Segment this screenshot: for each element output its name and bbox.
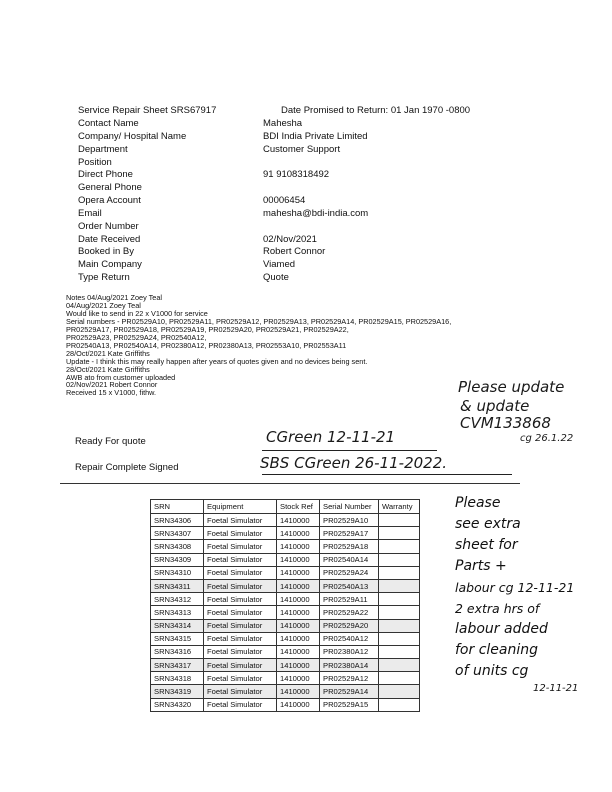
cell-srn: SRN34320 bbox=[151, 698, 204, 711]
complete-signature-line bbox=[262, 474, 512, 475]
table-row bbox=[151, 527, 420, 540]
cell-stock-ref: 1410000 bbox=[277, 632, 320, 645]
col-header-serial: Serial Number bbox=[320, 500, 379, 514]
cell-stock-ref: 1410000 bbox=[277, 698, 320, 711]
cell-warranty bbox=[379, 553, 420, 566]
cell-serial: PR02380A14 bbox=[320, 659, 379, 672]
cell-warranty bbox=[379, 514, 420, 527]
date-promised: Date Promised to Return: 01 Jan 1970 -0800 bbox=[281, 105, 471, 116]
note-line: 04/Aug/2021 Zoey Teal bbox=[66, 300, 141, 310]
field-label: Position bbox=[78, 156, 112, 168]
cell-equipment: Foetal Simulator bbox=[204, 540, 277, 553]
field-label: Date Received bbox=[78, 233, 141, 245]
ready-signature: CGreen 12-11-21 bbox=[266, 428, 396, 446]
field-label: Opera Account bbox=[78, 195, 141, 207]
cell-equipment: Foetal Simulator bbox=[204, 606, 277, 619]
cell-warranty bbox=[379, 672, 420, 685]
cell-serial: PR02529A22 bbox=[320, 606, 379, 619]
cell-srn: SRN34316 bbox=[151, 645, 204, 658]
cell-srn: SRN34319 bbox=[151, 685, 204, 698]
cell-equipment: Foetal Simulator bbox=[204, 527, 277, 540]
cell-serial: PR02380A12 bbox=[320, 645, 379, 658]
cell-warranty bbox=[379, 685, 420, 698]
cell-stock-ref: 1410000 bbox=[277, 659, 320, 672]
table-row bbox=[151, 672, 420, 685]
cell-stock-ref: 1410000 bbox=[277, 672, 320, 685]
cell-equipment: Foetal Simulator bbox=[204, 553, 277, 566]
col-header-warranty: Warranty bbox=[379, 500, 420, 514]
cell-warranty bbox=[379, 698, 420, 711]
field-label: Booked in By bbox=[78, 246, 134, 258]
cell-serial: PR02529A11 bbox=[320, 593, 379, 606]
handwritten-line: CVM133868 bbox=[460, 414, 551, 432]
cell-srn: SRN34310 bbox=[151, 566, 204, 579]
side-note-line: see extra bbox=[455, 516, 521, 532]
cell-serial: PR02529A24 bbox=[320, 566, 379, 579]
field-label: Department bbox=[78, 143, 128, 155]
note-line: PR02529A23, PR02529A24, PR02540A12, bbox=[66, 332, 207, 342]
field-value: Mahesha bbox=[263, 118, 303, 129]
cell-srn: SRN34314 bbox=[151, 619, 204, 632]
field-value: mahesha@bdi-india.com bbox=[263, 207, 369, 219]
side-note-line: sheet for bbox=[455, 537, 518, 553]
cell-equipment: Foetal Simulator bbox=[204, 619, 277, 632]
cell-srn: SRN34306 bbox=[151, 514, 204, 527]
ready-for-quote-label: Ready For quote bbox=[75, 436, 146, 447]
table-row bbox=[151, 514, 420, 527]
cell-equipment: Foetal Simulator bbox=[204, 593, 277, 606]
cell-equipment: Foetal Simulator bbox=[204, 685, 277, 698]
handwritten-line: cg 26.1.22 bbox=[520, 433, 574, 444]
cell-srn: SRN34307 bbox=[151, 527, 204, 540]
cell-stock-ref: 1410000 bbox=[277, 540, 320, 553]
cell-equipment: Foetal Simulator bbox=[204, 672, 277, 685]
table-row bbox=[151, 579, 420, 592]
note-line: 28/Oct/2021 Kate Griffiths bbox=[66, 364, 150, 374]
table-row bbox=[151, 606, 420, 619]
cell-serial: PR02529A10 bbox=[320, 514, 379, 527]
cell-serial: PR02529A12 bbox=[320, 672, 379, 685]
cell-warranty bbox=[379, 540, 420, 553]
cell-warranty bbox=[379, 593, 420, 606]
field-label: Order Number bbox=[78, 220, 139, 232]
field-label: Type Return bbox=[78, 272, 130, 284]
cell-serial: PR02540A12 bbox=[320, 632, 379, 645]
cell-warranty bbox=[379, 645, 420, 658]
cell-srn: SRN34312 bbox=[151, 593, 204, 606]
field-value: Quote bbox=[263, 272, 289, 284]
note-line: PR02540A13, PR02540A14, PR02380A12, PR02380A13, PR02553A10, PR02553A11 bbox=[66, 340, 347, 350]
cell-warranty bbox=[379, 566, 420, 579]
cell-srn: SRN34313 bbox=[151, 606, 204, 619]
table-row bbox=[151, 645, 420, 658]
cell-warranty bbox=[379, 632, 420, 645]
cell-srn: SRN34317 bbox=[151, 659, 204, 672]
note-line: Would like to send in 22 x V1000 for service bbox=[66, 308, 208, 318]
field-label: Company/ Hospital Name bbox=[78, 130, 187, 142]
cell-stock-ref: 1410000 bbox=[277, 514, 320, 527]
table-row bbox=[151, 593, 420, 606]
cell-serial: PR02540A13 bbox=[320, 579, 379, 592]
cell-stock-ref: 1410000 bbox=[277, 566, 320, 579]
cell-warranty bbox=[379, 579, 420, 592]
note-line: Notes 04/Aug/2021 Zoey Teal bbox=[66, 293, 163, 302]
cell-stock-ref: 1410000 bbox=[277, 606, 320, 619]
table-row bbox=[151, 632, 420, 645]
note-line: 28/Oct/2021 Kate Griffiths bbox=[66, 348, 150, 358]
cell-equipment: Foetal Simulator bbox=[204, 514, 277, 527]
table-row bbox=[151, 698, 420, 711]
field-label: Direct Phone bbox=[78, 169, 133, 181]
note-line: 02/Nov/2021 Robert Connor bbox=[66, 380, 158, 390]
field-value: 00006454 bbox=[263, 195, 306, 207]
cell-stock-ref: 1410000 bbox=[277, 619, 320, 632]
cell-equipment: Foetal Simulator bbox=[204, 659, 277, 672]
cell-equipment: Foetal Simulator bbox=[204, 698, 277, 711]
cell-srn: SRN34311 bbox=[151, 579, 204, 592]
handwritten-line: Please update bbox=[458, 378, 565, 396]
field-value: BDI India Private Limited bbox=[263, 130, 368, 142]
handwritten-line: & update bbox=[460, 397, 530, 415]
cell-serial: PR02529A17 bbox=[320, 527, 379, 540]
side-note-line: 2 extra hrs of bbox=[455, 601, 540, 616]
field-value: Customer Support bbox=[263, 143, 341, 155]
repair-complete-label: Repair Complete Signed bbox=[75, 462, 179, 473]
note-line: Received 15 x V1000, fithw. bbox=[66, 388, 157, 398]
col-header-equipment: Equipment bbox=[204, 500, 277, 514]
cell-warranty bbox=[379, 619, 420, 632]
col-header-srn: SRN bbox=[151, 500, 204, 514]
field-label: Main Company bbox=[78, 259, 142, 271]
cell-serial: PR02529A18 bbox=[320, 540, 379, 553]
cell-warranty bbox=[379, 527, 420, 540]
field-value: 91 9108318492 bbox=[263, 169, 330, 181]
note-line: Update - I think this may really happen after years of quotes given and no devices being sent. bbox=[66, 356, 368, 366]
cell-srn: SRN34309 bbox=[151, 553, 204, 566]
cell-stock-ref: 1410000 bbox=[277, 527, 320, 540]
cell-stock-ref: 1410000 bbox=[277, 593, 320, 606]
cell-stock-ref: 1410000 bbox=[277, 553, 320, 566]
section-divider bbox=[60, 483, 520, 484]
side-note-line: labour added bbox=[455, 621, 548, 637]
cell-equipment: Foetal Simulator bbox=[204, 632, 277, 645]
cell-equipment: Foetal Simulator bbox=[204, 566, 277, 579]
cell-equipment: Foetal Simulator bbox=[204, 579, 277, 592]
field-value: Robert Connor bbox=[263, 246, 326, 258]
field-value: 02/Nov/2021 bbox=[263, 233, 317, 245]
cell-warranty bbox=[379, 606, 420, 619]
side-note-line: of units cg bbox=[455, 663, 529, 679]
table-header-row bbox=[151, 500, 420, 514]
field-label: Contact Name bbox=[78, 118, 139, 129]
side-note-line: 12-11-21 bbox=[533, 683, 579, 694]
notes-block bbox=[66, 293, 452, 398]
cell-serial: PR02529A14 bbox=[320, 685, 379, 698]
table-row bbox=[151, 540, 420, 553]
cell-stock-ref: 1410000 bbox=[277, 579, 320, 592]
table-row bbox=[151, 685, 420, 698]
cell-serial: PR02529A15 bbox=[320, 698, 379, 711]
side-note-line: Please bbox=[455, 495, 501, 511]
note-line: AWB ato from customer uploaded bbox=[66, 372, 176, 382]
sheet-title: Service Repair Sheet SRS67917 bbox=[78, 105, 217, 116]
note-line: Serial numbers - PR02529A10, PR02529A11, PR02529A12, PR02529A13, PR02529A14, PR02529A15, PR02529A16, bbox=[66, 316, 452, 326]
cell-equipment: Foetal Simulator bbox=[204, 645, 277, 658]
table-row bbox=[151, 553, 420, 566]
cell-srn: SRN34318 bbox=[151, 672, 204, 685]
side-note-line: Parts + bbox=[455, 558, 507, 574]
cell-stock-ref: 1410000 bbox=[277, 685, 320, 698]
field-label: General Phone bbox=[78, 182, 142, 194]
side-note-line: for cleaning bbox=[455, 642, 539, 658]
note-line: PR02529A17, PR02529A18, PR02529A19, PR02529A20, PR02529A21, PR02529A22, bbox=[66, 324, 349, 334]
field-label: Email bbox=[78, 207, 102, 219]
cell-warranty bbox=[379, 659, 420, 672]
table-row bbox=[151, 659, 420, 672]
col-header-stock-ref: Stock Ref bbox=[277, 500, 320, 514]
cell-stock-ref: 1410000 bbox=[277, 645, 320, 658]
table-row bbox=[151, 566, 420, 579]
ready-signature-line bbox=[262, 450, 437, 451]
complete-signature: SBS CGreen 26-11-2022. bbox=[260, 454, 448, 472]
table-row bbox=[151, 619, 420, 632]
cell-srn: SRN34315 bbox=[151, 632, 204, 645]
cell-serial: PR02540A14 bbox=[320, 553, 379, 566]
cell-srn: SRN34308 bbox=[151, 540, 204, 553]
field-value: Viamed bbox=[263, 259, 296, 271]
equipment-table bbox=[150, 499, 420, 712]
handwritten-side-note bbox=[455, 493, 595, 696]
side-note-line: labour cg 12-11-21 bbox=[455, 580, 575, 595]
cell-serial: PR02529A20 bbox=[320, 619, 379, 632]
